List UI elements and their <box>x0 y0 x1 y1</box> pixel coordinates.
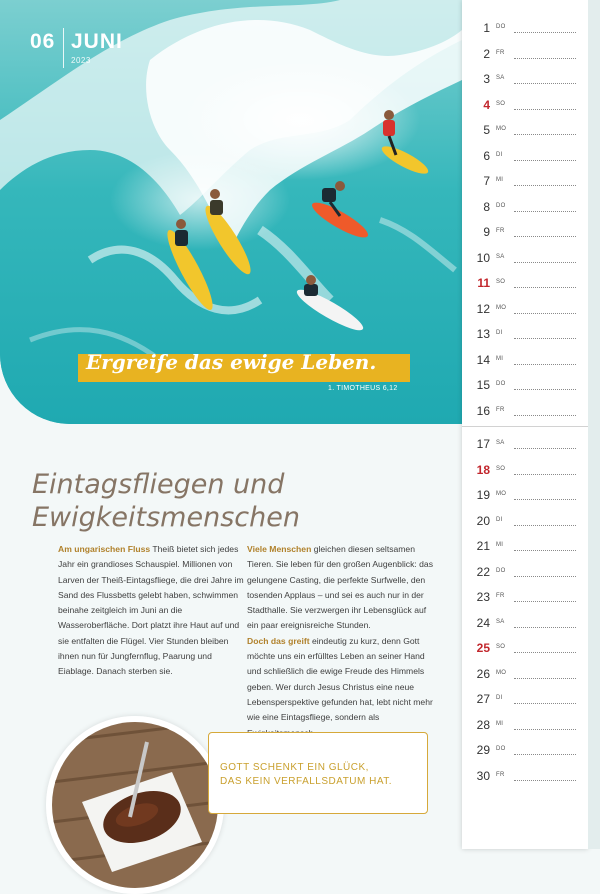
day-calendar-strip <box>462 0 588 849</box>
weekday-label: SA <box>496 440 505 446</box>
day-number: 13 <box>476 327 490 341</box>
weekday-label: MI <box>496 355 504 362</box>
weekday-label: MO <box>496 304 507 311</box>
slogan-box <box>208 732 428 814</box>
paragraph-2-lead: Viele Menschen <box>247 544 312 554</box>
note-line <box>514 550 576 551</box>
weekday-label: DO <box>496 202 506 209</box>
note-line <box>514 525 576 526</box>
calendar-day-16 <box>462 403 588 433</box>
month-divider <box>63 28 64 68</box>
weekday-label: SA <box>496 75 505 81</box>
note-line <box>514 415 576 416</box>
note-line <box>514 32 576 33</box>
day-number: 3 <box>483 72 490 86</box>
slogan-line-1: GOTT SCHENKT EIN GLÜCK, <box>220 762 369 773</box>
day-number: 2 <box>483 46 490 61</box>
weekday-label: SO <box>496 279 506 285</box>
day-number: 10 <box>476 250 490 265</box>
weekday-label: DO <box>496 24 506 30</box>
paragraph-3-text: eindeutig zu kurz, denn Gott möchte uns ein erfülltes Leben an seiner Hand und schließlich die ewige Freude des Himmels geben. Wer durch Jesus Christus eine neue Lebensperspektive gefunden hat, lebt nicht mehr wie eine Eintagsfliege, sondern als <box>247 635 433 723</box>
hero-photo <box>0 0 462 424</box>
article-column-right <box>247 542 437 741</box>
note-line <box>514 652 576 653</box>
weekday-label: DI <box>496 330 503 336</box>
note-line <box>514 474 576 475</box>
note-line <box>514 627 576 628</box>
weekday-label: FR <box>496 49 505 56</box>
weekday-label: FR <box>496 593 505 599</box>
paragraph-3-lead: Doch das greift <box>247 635 310 646</box>
weekday-label: DO <box>496 381 506 387</box>
note-line <box>514 754 576 755</box>
day-number: 18 <box>476 462 490 477</box>
weekday-label: MI <box>496 177 504 183</box>
note-line <box>514 448 576 449</box>
day-number: 14 <box>476 352 490 367</box>
note-line <box>514 364 576 365</box>
weekday-label: SA <box>496 618 505 625</box>
day-number: 4 <box>483 97 490 112</box>
day-number: 6 <box>483 148 490 163</box>
weekday-label: MO <box>496 669 507 676</box>
note-line <box>514 678 576 679</box>
pudding-illustration <box>52 722 218 888</box>
day-number: 8 <box>483 199 490 214</box>
day-number: 1 <box>483 21 490 35</box>
note-line <box>514 780 576 781</box>
day-number: 12 <box>476 301 490 316</box>
day-number: 11 <box>477 276 490 290</box>
article-title-line-2: Ewigkeitsmenschen <box>32 502 300 533</box>
weekday-label: SO <box>496 100 506 107</box>
day-number: 17 <box>476 437 490 451</box>
day-number: 26 <box>476 666 490 681</box>
day-number: 20 <box>476 513 490 528</box>
year-label: 2023 <box>71 56 91 65</box>
note-line <box>514 109 576 110</box>
article-title-line-1: Eintagsfliegen und <box>32 469 285 500</box>
note-line <box>514 211 576 212</box>
note-line <box>514 313 576 314</box>
note-line <box>514 703 576 704</box>
weekday-label: MI <box>496 720 504 727</box>
slogan-line-2: DAS KEIN VERFALLSDATUM HAT. <box>220 776 393 787</box>
day-number: 28 <box>476 717 490 732</box>
note-line <box>514 499 576 500</box>
pudding-cup-photo <box>46 716 224 894</box>
day-number: 29 <box>476 743 490 757</box>
bible-quote: Ergreife das ewige Leben. <box>86 350 377 374</box>
note-line <box>514 160 576 161</box>
note-line <box>514 601 576 602</box>
day-number: 24 <box>476 615 490 630</box>
note-line <box>514 338 576 339</box>
calendar-day-30 <box>462 768 588 798</box>
weekday-label: DO <box>496 567 506 574</box>
paragraph-1-lead: Am ungarischen Fluss <box>58 544 151 554</box>
weekday-label: FR <box>496 406 505 413</box>
note-line <box>514 287 576 288</box>
month-number: 06 <box>30 30 56 53</box>
weekday-label: FR <box>496 228 505 234</box>
weekday-label: SO <box>496 644 506 650</box>
day-number: 19 <box>476 488 490 502</box>
article-paragraph-1 <box>58 542 248 680</box>
note-line <box>514 389 576 390</box>
article-paragraph-3 <box>247 634 437 741</box>
month-name: JUNI <box>71 30 123 53</box>
day-number: 27 <box>476 692 490 706</box>
weekday-label: SA <box>496 253 505 260</box>
article-paragraph-2 <box>247 542 437 634</box>
day-number: 9 <box>483 225 490 239</box>
note-line <box>514 58 576 59</box>
day-number: 15 <box>476 378 490 392</box>
weekday-label: SO <box>496 465 506 472</box>
day-number: 23 <box>476 590 490 604</box>
weekday-label: MI <box>496 542 504 548</box>
note-line <box>514 83 576 84</box>
weekday-label: FR <box>496 771 505 778</box>
paragraph-1-text: Theiß bietet sich jedes Jahr ein grandioses Schauspiel. Millionen von Larven der Theiß-Eintagsfliege, die drei Jahre im Sand des Flussbetts gelebt haben, schwimmen beinahe zeitgleich im Juni an die Wasseroberfläche. Dort platzt ihre Haut auf und sie entfalten die Flügel. Vier Stunden bleiben ihnen nun für Jungfernflug, Paarung und Eiablage. Danach sterben sie. <box>58 544 244 677</box>
note-line <box>514 262 576 263</box>
article-column-left <box>58 542 248 680</box>
day-number: 25 <box>476 641 490 655</box>
weekday-label: DI <box>496 516 503 523</box>
day-number: 30 <box>476 768 490 783</box>
day-number: 22 <box>476 564 490 579</box>
weekday-label: DI <box>496 695 503 701</box>
note-line <box>514 134 576 135</box>
weekday-label: DO <box>496 746 506 752</box>
page-edge <box>588 0 600 849</box>
weekday-label: DI <box>496 151 503 158</box>
bible-reference: 1. TIMOTHEUS 6,12 <box>328 385 398 392</box>
day-number: 7 <box>483 174 490 188</box>
day-number: 16 <box>476 403 490 418</box>
note-line <box>514 236 576 237</box>
day-number: 5 <box>483 123 490 137</box>
note-line <box>514 576 576 577</box>
weekday-label: MO <box>496 126 507 132</box>
note-line <box>514 729 576 730</box>
day-number: 21 <box>476 539 490 553</box>
note-line <box>514 185 576 186</box>
paragraph-2-text: gleichen diesen seltsamen Tieren. Sie leben für den großen Augenblick: das gelungene Casting, die perfekte Surfwelle, den tosenden Applaus – und sei es auch nur in der Stadthalle. Sie verzwergen ihr Lebensglück auf ein paar ereignisreiche Stunden. <box>247 544 433 631</box>
weekday-label: MO <box>496 491 507 497</box>
article-title <box>32 468 452 534</box>
